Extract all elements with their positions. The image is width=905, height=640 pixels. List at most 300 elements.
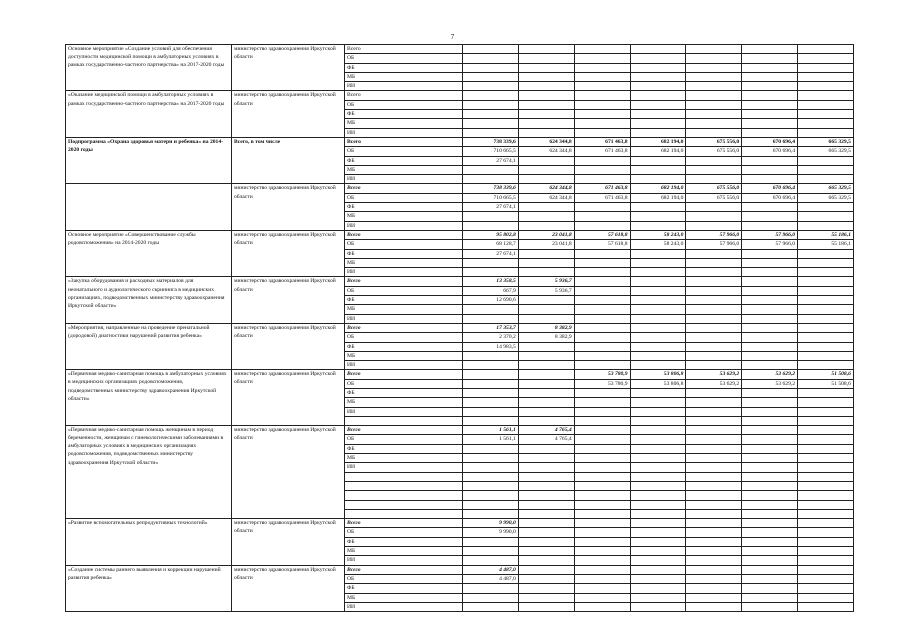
funding-source: ИИ — [345, 314, 463, 323]
amount-cell: 675 556,0 — [686, 147, 742, 156]
amount-cell: 670 696,4 — [742, 184, 798, 193]
amount-cell: 57 966,0 — [742, 240, 798, 249]
amount-cell: 27 674,1 — [463, 203, 519, 212]
amount-cell: 682 194,0 — [630, 193, 686, 202]
amount-cell: 670 696,4 — [742, 137, 798, 146]
amount-cell — [463, 361, 519, 370]
amount-cell — [630, 323, 686, 332]
table-row — [66, 184, 854, 193]
amount-cell — [518, 128, 574, 137]
amount-cell: 667,9 — [463, 286, 519, 295]
amount-cell — [686, 91, 742, 100]
amount-cell: 671 463,8 — [574, 137, 630, 146]
amount-cell — [574, 119, 630, 128]
amount-cell — [630, 565, 686, 574]
amount-cell — [686, 175, 742, 184]
amount-cell — [574, 426, 630, 435]
amount-cell — [574, 556, 630, 565]
amount-cell — [574, 361, 630, 370]
amount-cell — [686, 519, 742, 528]
amount-cell — [463, 454, 519, 463]
activity-name: «Создание системы раннего выявления и коррекции нарушений развития ребенка» — [66, 565, 232, 611]
funding-source: ОБ — [345, 286, 463, 295]
amount-cell — [518, 454, 574, 463]
empty-cell — [630, 481, 686, 490]
amount-cell: 665 329,5 — [798, 137, 854, 146]
funding-source: ФБ — [345, 388, 463, 397]
amount-cell — [798, 426, 854, 435]
amount-cell — [798, 277, 854, 286]
empty-cell — [686, 472, 742, 481]
funding-source: ФБ — [345, 584, 463, 593]
amount-cell: 624 344,8 — [518, 147, 574, 156]
amount-cell: 53 629,2 — [686, 379, 742, 388]
amount-cell — [463, 63, 519, 72]
amount-cell — [518, 296, 574, 305]
amount-cell — [463, 398, 519, 407]
amount-cell — [574, 82, 630, 91]
amount-cell — [574, 249, 630, 258]
amount-cell — [574, 156, 630, 165]
amount-cell: 665 329,5 — [798, 193, 854, 202]
funding-source: МБ — [345, 72, 463, 81]
amount-cell — [742, 286, 798, 295]
amount-cell — [463, 119, 519, 128]
amount-cell — [630, 556, 686, 565]
amount-cell — [798, 435, 854, 444]
amount-cell — [630, 305, 686, 314]
amount-cell — [742, 212, 798, 221]
amount-cell: 51 508,6 — [798, 379, 854, 388]
amount-cell: 2 370,2 — [463, 333, 519, 342]
activity-name — [66, 184, 232, 230]
amount-cell — [463, 388, 519, 397]
amount-cell — [742, 388, 798, 397]
amount-cell: 624 344,8 — [518, 184, 574, 193]
empty-cell — [463, 481, 519, 490]
activity-name: Основное мероприятие «Совершенствование службы родовспоможения» на 2014-2020 годы — [66, 230, 232, 276]
funding-source: ОБ — [345, 147, 463, 156]
amount-cell — [686, 584, 742, 593]
amount-cell — [630, 593, 686, 602]
amount-cell — [574, 63, 630, 72]
amount-cell — [686, 435, 742, 444]
funding-source: ОБ — [345, 333, 463, 342]
amount-cell — [798, 314, 854, 323]
amount-cell — [798, 305, 854, 314]
funding-source: ИИ — [345, 602, 463, 611]
activity-name: «Мероприятия, направленные на проведение пренатальной (дородовой) диагностики нарушений развития ребенка» — [66, 323, 232, 369]
responsible-executor: министерство здравоохранения Иркутской области — [232, 565, 345, 611]
amount-cell — [574, 463, 630, 472]
funding-source: ИИ — [345, 556, 463, 565]
amount-cell — [798, 165, 854, 174]
empty-cell — [345, 481, 463, 490]
activity-name: «Первичная медико-санитарная помощь женщинам в период беременности, женщинам с гинекологическими заболеваниями в амбулаторных условиях в медицинских организациях родовспоможения, подведомственных министерству здравоохранения Иркутской области» — [66, 426, 232, 519]
funding-source: ИИ — [345, 221, 463, 230]
amount-cell — [798, 203, 854, 212]
responsible-executor: министерство здравоохранения Иркутской области — [232, 184, 345, 230]
amount-cell: 53 806,8 — [630, 370, 686, 379]
amount-cell — [686, 574, 742, 583]
amount-cell — [686, 333, 742, 342]
amount-cell — [574, 54, 630, 63]
funding-source: Всего — [345, 323, 463, 332]
amount-cell — [463, 370, 519, 379]
amount-cell — [686, 249, 742, 258]
amount-cell — [798, 398, 854, 407]
amount-cell — [742, 547, 798, 556]
amount-cell — [574, 351, 630, 360]
amount-cell: 710 665,5 — [463, 147, 519, 156]
amount-cell — [798, 361, 854, 370]
amount-cell: 4 487,0 — [463, 574, 519, 583]
amount-cell: 682 194,0 — [630, 184, 686, 193]
amount-cell — [463, 82, 519, 91]
amount-cell — [518, 351, 574, 360]
amount-cell — [798, 91, 854, 100]
amount-cell — [742, 128, 798, 137]
amount-cell: 57 966,0 — [686, 230, 742, 239]
empty-cell — [345, 500, 463, 509]
empty-cell — [345, 491, 463, 500]
amount-cell — [742, 82, 798, 91]
amount-cell — [742, 323, 798, 332]
empty-cell — [798, 509, 854, 518]
amount-cell — [798, 463, 854, 472]
amount-cell: 51 508,6 — [798, 370, 854, 379]
table-row — [66, 45, 854, 54]
empty-cell — [742, 481, 798, 490]
activity-name: «Закупка оборудования и расходных материалов для неонатального и аудиологического скрининга в медицинских организациях, подведомственных министерству здравоохранения Иркутской области» — [66, 277, 232, 323]
amount-cell — [463, 379, 519, 388]
amount-cell: 57 966,0 — [686, 240, 742, 249]
amount-cell — [463, 593, 519, 602]
amount-cell — [742, 91, 798, 100]
amount-cell — [463, 537, 519, 546]
amount-cell — [798, 556, 854, 565]
funding-source: ОБ — [345, 435, 463, 444]
amount-cell — [518, 165, 574, 174]
amount-cell: 738 339,6 — [463, 184, 519, 193]
activity-name: «Развитие вспомогательных репродуктивных технологий» — [66, 519, 232, 565]
amount-cell — [518, 91, 574, 100]
amount-cell — [630, 221, 686, 230]
empty-cell — [630, 416, 686, 425]
amount-cell — [463, 444, 519, 453]
funding-source: Всего — [345, 370, 463, 379]
funding-source: ФБ — [345, 110, 463, 119]
amount-cell — [463, 110, 519, 119]
amount-cell — [463, 268, 519, 277]
amount-cell: 53 629,2 — [686, 370, 742, 379]
amount-cell — [518, 54, 574, 63]
amount-cell: 670 696,4 — [742, 147, 798, 156]
amount-cell — [463, 212, 519, 221]
amount-cell — [742, 398, 798, 407]
responsible-executor: министерство здравоохранения Иркутской области — [232, 519, 345, 565]
funding-source: МБ — [345, 351, 463, 360]
amount-cell — [630, 249, 686, 258]
funding-source: МБ — [345, 305, 463, 314]
funding-source: ОБ — [345, 379, 463, 388]
amount-cell: 9 990,0 — [463, 528, 519, 537]
amount-cell — [742, 463, 798, 472]
amount-cell — [742, 221, 798, 230]
amount-cell — [798, 119, 854, 128]
amount-cell — [518, 547, 574, 556]
amount-cell — [574, 175, 630, 184]
amount-cell — [742, 110, 798, 119]
amount-cell — [742, 593, 798, 602]
amount-cell: 53 629,2 — [742, 379, 798, 388]
amount-cell — [518, 342, 574, 351]
amount-cell — [686, 314, 742, 323]
amount-cell — [798, 156, 854, 165]
amount-cell: 27 674,1 — [463, 156, 519, 165]
amount-cell — [518, 268, 574, 277]
amount-cell — [798, 128, 854, 137]
empty-cell — [574, 472, 630, 481]
amount-cell: 624 344,8 — [518, 137, 574, 146]
amount-cell — [630, 82, 686, 91]
amount-cell — [574, 593, 630, 602]
amount-cell: 4 765,4 — [518, 426, 574, 435]
amount-cell — [686, 221, 742, 230]
amount-cell — [742, 156, 798, 165]
empty-cell — [574, 509, 630, 518]
amount-cell: 68 128,7 — [463, 240, 519, 249]
amount-cell — [742, 249, 798, 258]
amount-cell — [574, 268, 630, 277]
amount-cell: 57 618,8 — [574, 230, 630, 239]
amount-cell — [798, 249, 854, 258]
amount-cell — [798, 574, 854, 583]
funding-source: ИИ — [345, 175, 463, 184]
amount-cell: 675 556,0 — [686, 193, 742, 202]
amount-cell: 53 780,9 — [574, 379, 630, 388]
amount-cell — [574, 91, 630, 100]
amount-cell — [630, 128, 686, 137]
amount-cell — [574, 444, 630, 453]
funding-source: ФБ — [345, 156, 463, 165]
amount-cell — [463, 556, 519, 565]
funding-source: МБ — [345, 165, 463, 174]
amount-cell — [686, 305, 742, 314]
amount-cell: 23 041,8 — [518, 240, 574, 249]
funding-source: ФБ — [345, 537, 463, 546]
empty-cell — [518, 491, 574, 500]
funding-source: Всего — [345, 184, 463, 193]
amount-cell — [630, 45, 686, 54]
amount-cell — [574, 565, 630, 574]
amount-cell: 624 344,8 — [518, 193, 574, 202]
amount-cell — [574, 314, 630, 323]
amount-cell — [518, 258, 574, 267]
empty-cell — [630, 472, 686, 481]
amount-cell: 675 556,0 — [686, 137, 742, 146]
amount-cell — [574, 398, 630, 407]
amount-cell — [518, 249, 574, 258]
amount-cell: 1 561,1 — [463, 435, 519, 444]
amount-cell — [574, 602, 630, 611]
funding-source: Всего — [345, 45, 463, 54]
funding-source: ФБ — [345, 203, 463, 212]
amount-cell — [630, 286, 686, 295]
amount-cell — [574, 584, 630, 593]
page-number: 7 — [450, 33, 455, 41]
amount-cell — [686, 351, 742, 360]
amount-cell — [630, 351, 686, 360]
amount-cell — [463, 258, 519, 267]
amount-cell — [630, 537, 686, 546]
responsible-executor: министерство здравоохранения Иркутской области — [232, 91, 345, 137]
funding-source: Всего — [345, 91, 463, 100]
amount-cell — [686, 212, 742, 221]
amount-cell — [742, 574, 798, 583]
amount-cell — [574, 574, 630, 583]
amount-cell — [630, 91, 686, 100]
amount-cell: 58 243,0 — [630, 240, 686, 249]
amount-cell — [463, 314, 519, 323]
amount-cell — [798, 537, 854, 546]
amount-cell — [518, 444, 574, 453]
amount-cell — [798, 82, 854, 91]
amount-cell — [518, 574, 574, 583]
responsible-executor: министерство здравоохранения Иркутской области — [232, 45, 345, 91]
amount-cell: 665 329,5 — [798, 184, 854, 193]
amount-cell: 710 665,5 — [463, 193, 519, 202]
amount-cell — [630, 407, 686, 416]
amount-cell — [518, 110, 574, 119]
amount-cell — [630, 268, 686, 277]
amount-cell — [742, 426, 798, 435]
funding-source: Всего — [345, 565, 463, 574]
amount-cell — [742, 435, 798, 444]
amount-cell — [742, 584, 798, 593]
amount-cell — [518, 528, 574, 537]
amount-cell — [742, 54, 798, 63]
empty-cell — [463, 491, 519, 500]
amount-cell — [742, 556, 798, 565]
amount-cell — [686, 537, 742, 546]
funding-source: Всего — [345, 426, 463, 435]
empty-cell — [518, 472, 574, 481]
funding-source: ИИ — [345, 463, 463, 472]
amount-cell — [686, 361, 742, 370]
empty-cell — [463, 500, 519, 509]
amount-cell — [686, 277, 742, 286]
empty-cell — [742, 509, 798, 518]
amount-cell — [686, 63, 742, 72]
amount-cell: 53 629,2 — [742, 370, 798, 379]
amount-cell — [798, 388, 854, 397]
amount-cell — [798, 268, 854, 277]
table-row — [66, 426, 854, 435]
amount-cell — [686, 565, 742, 574]
amount-cell — [463, 91, 519, 100]
funding-source: ИИ — [345, 82, 463, 91]
activity-name: «Оказание медицинской помощи в амбулаторных условиях в рамках государственно-частного партнерства» на 2017-2020 годы — [66, 91, 232, 137]
funding-source: ОБ — [345, 240, 463, 249]
amount-cell — [463, 175, 519, 184]
amount-cell: 57 966,0 — [742, 230, 798, 239]
amount-cell — [630, 100, 686, 109]
amount-cell — [630, 454, 686, 463]
amount-cell — [742, 175, 798, 184]
amount-cell — [518, 370, 574, 379]
amount-cell — [686, 72, 742, 81]
amount-cell — [686, 296, 742, 305]
amount-cell — [630, 333, 686, 342]
empty-cell — [798, 472, 854, 481]
amount-cell: 95 802,8 — [463, 230, 519, 239]
responsible-executor: министерство здравоохранения Иркутской области — [232, 323, 345, 369]
amount-cell — [463, 54, 519, 63]
amount-cell — [742, 351, 798, 360]
amount-cell — [574, 258, 630, 267]
responsible-executor: министерство здравоохранения Иркутской области — [232, 277, 345, 323]
amount-cell — [463, 165, 519, 174]
amount-cell — [742, 119, 798, 128]
amount-cell: 8 382,9 — [518, 333, 574, 342]
amount-cell: 58 243,0 — [630, 230, 686, 239]
amount-cell — [686, 82, 742, 91]
amount-cell — [742, 314, 798, 323]
funding-source: Всего — [345, 137, 463, 146]
empty-cell — [574, 491, 630, 500]
empty-cell — [518, 416, 574, 425]
amount-cell — [463, 45, 519, 54]
amount-cell — [798, 602, 854, 611]
table-row — [66, 137, 854, 146]
amount-cell — [686, 398, 742, 407]
funding-source: МБ — [345, 454, 463, 463]
amount-cell — [574, 435, 630, 444]
funding-source: ИИ — [345, 128, 463, 137]
amount-cell: 9 990,0 — [463, 519, 519, 528]
amount-cell: 13 358,5 — [463, 277, 519, 286]
amount-cell — [742, 454, 798, 463]
empty-cell — [630, 500, 686, 509]
amount-cell — [798, 221, 854, 230]
amount-cell — [798, 54, 854, 63]
amount-cell — [630, 212, 686, 221]
amount-cell — [463, 407, 519, 416]
amount-cell — [686, 128, 742, 137]
amount-cell: 4 765,4 — [518, 435, 574, 444]
amount-cell — [518, 556, 574, 565]
amount-cell: 57 618,8 — [574, 240, 630, 249]
amount-cell — [630, 72, 686, 81]
amount-cell — [686, 556, 742, 565]
empty-cell — [463, 509, 519, 518]
empty-cell — [574, 500, 630, 509]
amount-cell — [742, 268, 798, 277]
amount-cell — [630, 444, 686, 453]
amount-cell — [798, 584, 854, 593]
amount-cell — [686, 454, 742, 463]
amount-cell — [742, 361, 798, 370]
amount-cell — [463, 602, 519, 611]
amount-cell — [742, 100, 798, 109]
amount-cell: 4 487,0 — [463, 565, 519, 574]
amount-cell — [518, 212, 574, 221]
amount-cell — [630, 63, 686, 72]
amount-cell — [574, 305, 630, 314]
amount-cell — [574, 100, 630, 109]
funding-source: ИИ — [345, 361, 463, 370]
